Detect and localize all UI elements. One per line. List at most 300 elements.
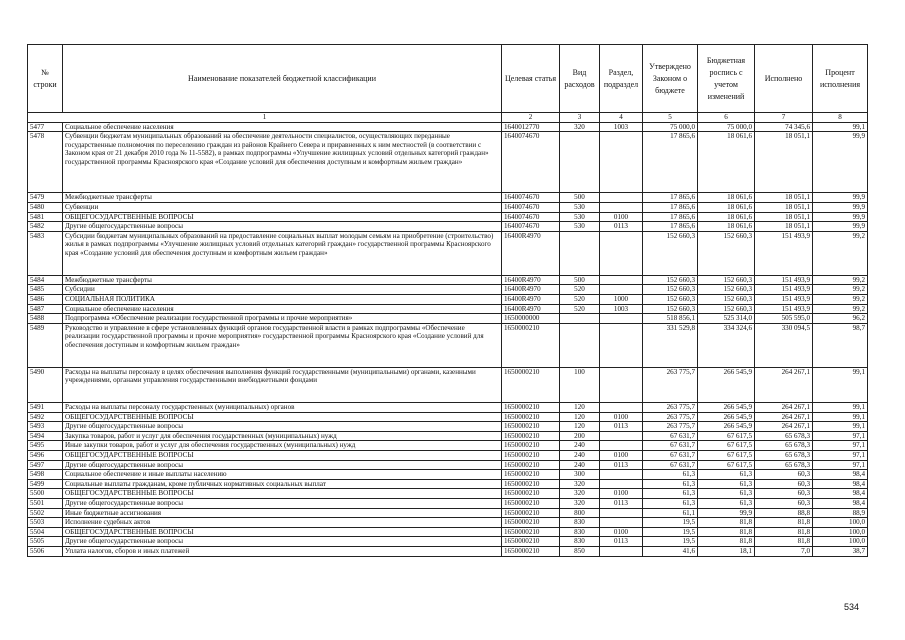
roster-amount: 81,8	[698, 518, 755, 528]
indicator-name: Межбюджетные трансферты	[63, 275, 502, 285]
target-article: 1650000210	[502, 537, 560, 547]
section-code	[600, 508, 643, 518]
executed-amount: 18 051,1	[755, 202, 813, 212]
approved-amount: 19,5	[643, 537, 698, 547]
expense-type	[560, 231, 600, 275]
indicator-name: Расходы на выплаты персоналу в целях обеспечения выполнения функций государственными (муниципальными) органами, казенными учреждениями, органами управления государственными внебюджетными фондами	[63, 367, 502, 402]
section-code	[600, 231, 643, 275]
executed-amount: 151 493,9	[755, 231, 813, 275]
approved-amount: 152 660,3	[643, 294, 698, 304]
section-code	[600, 202, 643, 212]
expense-type: 120	[560, 412, 600, 422]
expense-type: 120	[560, 422, 600, 432]
section-code: 0113	[600, 460, 643, 470]
header-executed: Исполнено	[755, 45, 813, 113]
roster-amount: 18 061,6	[698, 212, 755, 222]
expense-type	[560, 132, 600, 193]
expense-type: 240	[560, 460, 600, 470]
section-code	[600, 314, 643, 324]
target-article: 1650000210	[502, 527, 560, 537]
target-article: 16400R4970	[502, 294, 560, 304]
approved-amount: 152 660,3	[643, 275, 698, 285]
approved-amount: 61,3	[643, 499, 698, 509]
row-number: 5500	[28, 489, 63, 499]
target-article: 1650000210	[502, 412, 560, 422]
executed-amount: 74 345,6	[755, 122, 813, 132]
approved-amount: 518 856,1	[643, 314, 698, 324]
indicator-name: Социальное обеспечение населения	[63, 122, 502, 132]
roster-amount: 81,8	[698, 537, 755, 547]
expense-type	[560, 314, 600, 324]
execution-percent: 99,2	[813, 231, 868, 275]
row-number: 5491	[28, 403, 63, 413]
column-number: 1	[28, 113, 502, 123]
roster-amount: 61,3	[698, 470, 755, 480]
indicator-name: Субвенции бюджетам муниципальных образований на обеспечение деятельности специалистов, осуществляющих переданные государственные полномочия по переселению граждан из районов Крайнего Севера и приравненных к ним местностей (в соответствии с Законом края от 21 декабря 2010 года № 11-5582), в рамках подпрограммы «Улучшение жилищных условий отдельных категорий граждан» государственной программы Красноярского края «Создание условий для обеспечения доступным и комфортным жильем граждан»	[63, 132, 502, 193]
target-article: 1650000210	[502, 508, 560, 518]
indicator-name: Иные закупки товаров, работ и услуг для обеспечения государственных (муниципальных) нужд	[63, 441, 502, 451]
indicator-name: Уплата налогов, сборов и иных платежей	[63, 547, 502, 557]
indicator-name: Расходы на выплаты персоналу государственных (муниципальных) органов	[63, 403, 502, 413]
execution-percent: 99,9	[813, 132, 868, 193]
page-number: 534	[844, 602, 860, 612]
indicator-name: Подпрограмма «Обеспечение реализации государственной программы и прочие мероприятия»	[63, 314, 502, 324]
table-row	[28, 285, 868, 295]
section-code: 0100	[600, 527, 643, 537]
table-row	[28, 202, 868, 212]
table-row	[28, 470, 868, 480]
target-article: 16400R4970	[502, 304, 560, 314]
target-article: 1640074670	[502, 132, 560, 193]
row-number: 5505	[28, 537, 63, 547]
expense-type: 530	[560, 202, 600, 212]
approved-amount: 263 775,7	[643, 412, 698, 422]
indicator-name: Другие общегосударственные вопросы	[63, 222, 502, 232]
execution-percent: 99,9	[813, 193, 868, 203]
expense-type: 240	[560, 451, 600, 461]
table-row	[28, 489, 868, 499]
target-article: 1650000210	[502, 403, 560, 413]
execution-percent: 99,9	[813, 222, 868, 232]
indicator-name: ОБЩЕГОСУДАРСТВЕННЫЕ ВОПРОСЫ	[63, 527, 502, 537]
expense-type: 300	[560, 470, 600, 480]
section-code	[600, 470, 643, 480]
expense-type: 830	[560, 537, 600, 547]
roster-amount: 67 617,5	[698, 460, 755, 470]
indicator-name: Другие общегосударственные вопросы	[63, 422, 502, 432]
table-row	[28, 412, 868, 422]
execution-percent: 99,1	[813, 412, 868, 422]
roster-amount: 152 660,3	[698, 285, 755, 295]
indicator-name: Другие общегосударственные вопросы	[63, 460, 502, 470]
executed-amount: 264 267,1	[755, 412, 813, 422]
approved-amount: 152 660,3	[643, 304, 698, 314]
execution-percent: 98,4	[813, 470, 868, 480]
row-number: 5483	[28, 231, 63, 275]
column-number: 4	[600, 113, 643, 123]
executed-amount: 18 051,1	[755, 132, 813, 193]
executed-amount: 88,8	[755, 508, 813, 518]
header-indicator-name: Наименование показателей бюджетной классификации	[63, 45, 502, 113]
section-code	[600, 323, 643, 367]
execution-percent: 38,7	[813, 547, 868, 557]
execution-percent: 100,0	[813, 527, 868, 537]
section-code: 1003	[600, 304, 643, 314]
row-number: 5488	[28, 314, 63, 324]
section-code	[600, 518, 643, 528]
table-row	[28, 314, 868, 324]
indicator-name: ОБЩЕГОСУДАРСТВЕННЫЕ ВОПРОСЫ	[63, 212, 502, 222]
target-article: 1650000210	[502, 323, 560, 367]
table-row	[28, 294, 868, 304]
executed-amount: 60,3	[755, 489, 813, 499]
indicator-name: Социальные выплаты гражданам, кроме публичных нормативных социальных выплат	[63, 479, 502, 489]
row-number: 5477	[28, 122, 63, 132]
section-code	[600, 431, 643, 441]
column-number-row	[28, 113, 868, 123]
expense-type: 240	[560, 441, 600, 451]
indicator-name: Субсидии бюджетам муниципальных образований на предоставление социальных выплат молодым семьям на приобретение (строительство) жилья в рамках подпрограммы «Улучшение жилищных условий отдельных категорий граждан» государственной программы Красноярского края «Создание условий для обеспечения доступным и комфортным жильем граждан»	[63, 231, 502, 275]
row-number: 5486	[28, 294, 63, 304]
execution-percent: 98,4	[813, 479, 868, 489]
executed-amount: 264 267,1	[755, 422, 813, 432]
approved-amount: 152 660,3	[643, 231, 698, 275]
executed-amount: 151 493,9	[755, 304, 813, 314]
expense-type: 320	[560, 489, 600, 499]
roster-amount: 67 617,5	[698, 451, 755, 461]
approved-amount: 67 631,7	[643, 451, 698, 461]
target-article: 1650000210	[502, 441, 560, 451]
roster-amount: 266 545,9	[698, 412, 755, 422]
approved-amount: 17 865,6	[643, 202, 698, 212]
execution-percent: 88,9	[813, 508, 868, 518]
expense-type: 830	[560, 518, 600, 528]
expense-type: 500	[560, 193, 600, 203]
approved-amount: 17 865,6	[643, 222, 698, 232]
execution-percent: 99,2	[813, 285, 868, 295]
section-code	[600, 547, 643, 557]
roster-amount: 18 061,6	[698, 222, 755, 232]
roster-amount: 18 061,6	[698, 202, 755, 212]
approved-amount: 67 631,7	[643, 441, 698, 451]
roster-amount: 99,9	[698, 508, 755, 518]
indicator-name: Другие общегосударственные вопросы	[63, 537, 502, 547]
executed-amount: 18 051,1	[755, 212, 813, 222]
expense-type: 830	[560, 527, 600, 537]
table-row	[28, 193, 868, 203]
indicator-name: ОБЩЕГОСУДАРСТВЕННЫЕ ВОПРОСЫ	[63, 412, 502, 422]
indicator-name: Социальное обеспечение и иные выплаты населению	[63, 470, 502, 480]
target-article: 1650000210	[502, 489, 560, 499]
roster-amount: 152 660,3	[698, 304, 755, 314]
indicator-name: ОБЩЕГОСУДАРСТВЕННЫЕ ВОПРОСЫ	[63, 451, 502, 461]
expense-type: 320	[560, 479, 600, 489]
column-number: 6	[698, 113, 755, 123]
section-code	[600, 285, 643, 295]
section-code: 0100	[600, 212, 643, 222]
row-number: 5481	[28, 212, 63, 222]
execution-percent: 98,7	[813, 323, 868, 367]
header-row	[28, 45, 868, 113]
executed-amount: 65 678,3	[755, 460, 813, 470]
section-code	[600, 275, 643, 285]
approved-amount: 61,3	[643, 489, 698, 499]
roster-amount: 67 617,5	[698, 441, 755, 451]
table-row	[28, 499, 868, 509]
indicator-name: Исполнение судебных актов	[63, 518, 502, 528]
execution-percent: 99,2	[813, 275, 868, 285]
target-article: 1650000210	[502, 470, 560, 480]
execution-percent: 97,1	[813, 441, 868, 451]
table-row	[28, 367, 868, 402]
approved-amount: 263 775,7	[643, 422, 698, 432]
target-article: 1640074670	[502, 222, 560, 232]
row-number: 5484	[28, 275, 63, 285]
executed-amount: 65 678,3	[755, 451, 813, 461]
table-row	[28, 403, 868, 413]
row-number: 5498	[28, 470, 63, 480]
indicator-name: Руководство и управление в сфере установленных функций органов государственной власти в рамках подпрограммы «Обеспечение реализации государственной программы и прочие мероприятия» государственной программы Красноярского края «Создание условий для обеспечения доступным и комфортным жильем граждан»	[63, 323, 502, 367]
expense-type: 500	[560, 275, 600, 285]
roster-amount: 18 061,6	[698, 193, 755, 203]
approved-amount: 19,5	[643, 518, 698, 528]
approved-amount: 41,6	[643, 547, 698, 557]
roster-amount: 334 324,6	[698, 323, 755, 367]
target-article: 1650000000	[502, 314, 560, 324]
section-code: 1003	[600, 122, 643, 132]
executed-amount: 264 267,1	[755, 403, 813, 413]
executed-amount: 18 051,1	[755, 193, 813, 203]
executed-amount: 81,8	[755, 518, 813, 528]
section-code: 0113	[600, 422, 643, 432]
target-article: 1650000210	[502, 518, 560, 528]
table-body	[28, 122, 868, 556]
executed-amount: 81,8	[755, 537, 813, 547]
target-article: 1650000210	[502, 460, 560, 470]
indicator-name: СОЦИАЛЬНАЯ ПОЛИТИКА	[63, 294, 502, 304]
table-row	[28, 222, 868, 232]
indicator-name: Иные бюджетные ассигнования	[63, 508, 502, 518]
column-number: 5	[643, 113, 698, 123]
approved-amount: 331 529,8	[643, 323, 698, 367]
target-article: 1650000210	[502, 367, 560, 402]
indicator-name: Социальное обеспечение населения	[63, 304, 502, 314]
column-number: 2	[502, 113, 560, 123]
row-number: 5480	[28, 202, 63, 212]
execution-percent: 99,1	[813, 367, 868, 402]
row-number: 5506	[28, 547, 63, 557]
execution-percent: 97,1	[813, 431, 868, 441]
table-row	[28, 132, 868, 193]
approved-amount: 17 865,6	[643, 132, 698, 193]
indicator-name: Другие общегосударственные вопросы	[63, 499, 502, 509]
header-section: Раздел, подраздел	[600, 45, 643, 113]
row-number: 5497	[28, 460, 63, 470]
table-row	[28, 451, 868, 461]
approved-amount: 17 865,6	[643, 212, 698, 222]
row-number: 5479	[28, 193, 63, 203]
executed-amount: 65 678,3	[755, 441, 813, 451]
executed-amount: 60,3	[755, 470, 813, 480]
approved-amount: 263 775,7	[643, 403, 698, 413]
target-article: 1650000210	[502, 547, 560, 557]
approved-amount: 67 631,7	[643, 460, 698, 470]
execution-percent: 99,1	[813, 122, 868, 132]
table-row	[28, 547, 868, 557]
indicator-name: Межбюджетные трансферты	[63, 193, 502, 203]
table-row	[28, 537, 868, 547]
target-article: 1650000210	[502, 422, 560, 432]
target-article: 1650000210	[502, 479, 560, 489]
row-number: 5503	[28, 518, 63, 528]
column-number: 8	[813, 113, 868, 123]
execution-percent: 97,1	[813, 460, 868, 470]
table-row	[28, 479, 868, 489]
executed-amount: 505 595,0	[755, 314, 813, 324]
section-code: 0113	[600, 537, 643, 547]
section-code: 0113	[600, 222, 643, 232]
expense-type: 520	[560, 285, 600, 295]
section-code	[600, 132, 643, 193]
approved-amount: 67 631,7	[643, 431, 698, 441]
execution-percent: 99,2	[813, 294, 868, 304]
roster-amount: 61,3	[698, 489, 755, 499]
approved-amount: 61,1	[643, 508, 698, 518]
section-code: 0100	[600, 412, 643, 422]
table-row	[28, 212, 868, 222]
indicator-name: Закупка товаров, работ и услуг для обеспечения государственных (муниципальных) нужд	[63, 431, 502, 441]
expense-type: 520	[560, 304, 600, 314]
approved-amount: 19,5	[643, 527, 698, 537]
approved-amount: 152 660,3	[643, 285, 698, 295]
expense-type: 530	[560, 212, 600, 222]
header-percent: Процент исполнения	[813, 45, 868, 113]
roster-amount: 75 000,0	[698, 122, 755, 132]
table-row	[28, 304, 868, 314]
target-article: 1640012770	[502, 122, 560, 132]
expense-type: 100	[560, 367, 600, 402]
roster-amount: 81,8	[698, 527, 755, 537]
header-expense-type: Вид расходов	[560, 45, 600, 113]
executed-amount: 65 678,3	[755, 431, 813, 441]
budget-execution-table	[27, 44, 868, 557]
executed-amount: 60,3	[755, 479, 813, 489]
execution-percent: 98,4	[813, 499, 868, 509]
executed-amount: 151 493,9	[755, 294, 813, 304]
row-number: 5478	[28, 132, 63, 193]
target-article: 1650000210	[502, 499, 560, 509]
executed-amount: 330 094,5	[755, 323, 813, 367]
section-code: 1000	[600, 294, 643, 304]
executed-amount: 18 051,1	[755, 222, 813, 232]
execution-percent: 100,0	[813, 518, 868, 528]
row-number: 5489	[28, 323, 63, 367]
target-article: 1640074670	[502, 193, 560, 203]
section-code	[600, 367, 643, 402]
roster-amount: 67 617,5	[698, 431, 755, 441]
header-budget-roster: Бюджетная роспись с учетом изменений	[698, 45, 755, 113]
row-number: 5504	[28, 527, 63, 537]
expense-type: 800	[560, 508, 600, 518]
row-number: 5494	[28, 431, 63, 441]
section-code	[600, 403, 643, 413]
executed-amount: 151 493,9	[755, 275, 813, 285]
column-number: 3	[560, 113, 600, 123]
row-number: 5485	[28, 285, 63, 295]
execution-percent: 99,1	[813, 422, 868, 432]
roster-amount: 525 314,0	[698, 314, 755, 324]
column-number: 7	[755, 113, 813, 123]
roster-amount: 18,1	[698, 547, 755, 557]
execution-percent: 97,1	[813, 451, 868, 461]
execution-percent: 100,0	[813, 537, 868, 547]
row-number: 5482	[28, 222, 63, 232]
section-code	[600, 479, 643, 489]
target-article: 1640074670	[502, 212, 560, 222]
target-article: 16400R4970	[502, 231, 560, 275]
execution-percent: 98,4	[813, 489, 868, 499]
expense-type: 520	[560, 294, 600, 304]
roster-amount: 152 660,3	[698, 275, 755, 285]
approved-amount: 61,3	[643, 470, 698, 480]
approved-amount: 61,3	[643, 479, 698, 489]
approved-amount: 75 000,0	[643, 122, 698, 132]
row-number: 5496	[28, 451, 63, 461]
table-row	[28, 527, 868, 537]
section-code: 0113	[600, 499, 643, 509]
section-code	[600, 193, 643, 203]
header-target-article: Целевая статья	[502, 45, 560, 113]
expense-type	[560, 323, 600, 367]
executed-amount: 81,8	[755, 527, 813, 537]
target-article: 1650000210	[502, 431, 560, 441]
executed-amount: 151 493,9	[755, 285, 813, 295]
row-number: 5502	[28, 508, 63, 518]
section-code: 0100	[600, 489, 643, 499]
roster-amount: 152 660,3	[698, 294, 755, 304]
table-row	[28, 122, 868, 132]
execution-percent: 96,2	[813, 314, 868, 324]
expense-type: 850	[560, 547, 600, 557]
expense-type: 530	[560, 222, 600, 232]
header-row-number: № строки	[28, 45, 63, 113]
approved-amount: 17 865,6	[643, 193, 698, 203]
execution-percent: 99,9	[813, 212, 868, 222]
expense-type: 320	[560, 499, 600, 509]
roster-amount: 61,3	[698, 479, 755, 489]
executed-amount: 60,3	[755, 499, 813, 509]
target-article: 16400R4970	[502, 275, 560, 285]
indicator-name: ОБЩЕГОСУДАРСТВЕННЫЕ ВОПРОСЫ	[63, 489, 502, 499]
expense-type: 320	[560, 122, 600, 132]
row-number: 5499	[28, 479, 63, 489]
indicator-name: Субвенции	[63, 202, 502, 212]
table-row	[28, 275, 868, 285]
target-article: 16400R4970	[502, 285, 560, 295]
execution-percent: 99,1	[813, 403, 868, 413]
table-row	[28, 518, 868, 528]
row-number: 5492	[28, 412, 63, 422]
table-row	[28, 508, 868, 518]
table-row	[28, 460, 868, 470]
roster-amount: 266 545,9	[698, 403, 755, 413]
table-row	[28, 231, 868, 275]
roster-amount: 152 660,3	[698, 231, 755, 275]
executed-amount: 7,0	[755, 547, 813, 557]
section-code: 0100	[600, 451, 643, 461]
executed-amount: 264 267,1	[755, 367, 813, 402]
approved-amount: 263 775,7	[643, 367, 698, 402]
